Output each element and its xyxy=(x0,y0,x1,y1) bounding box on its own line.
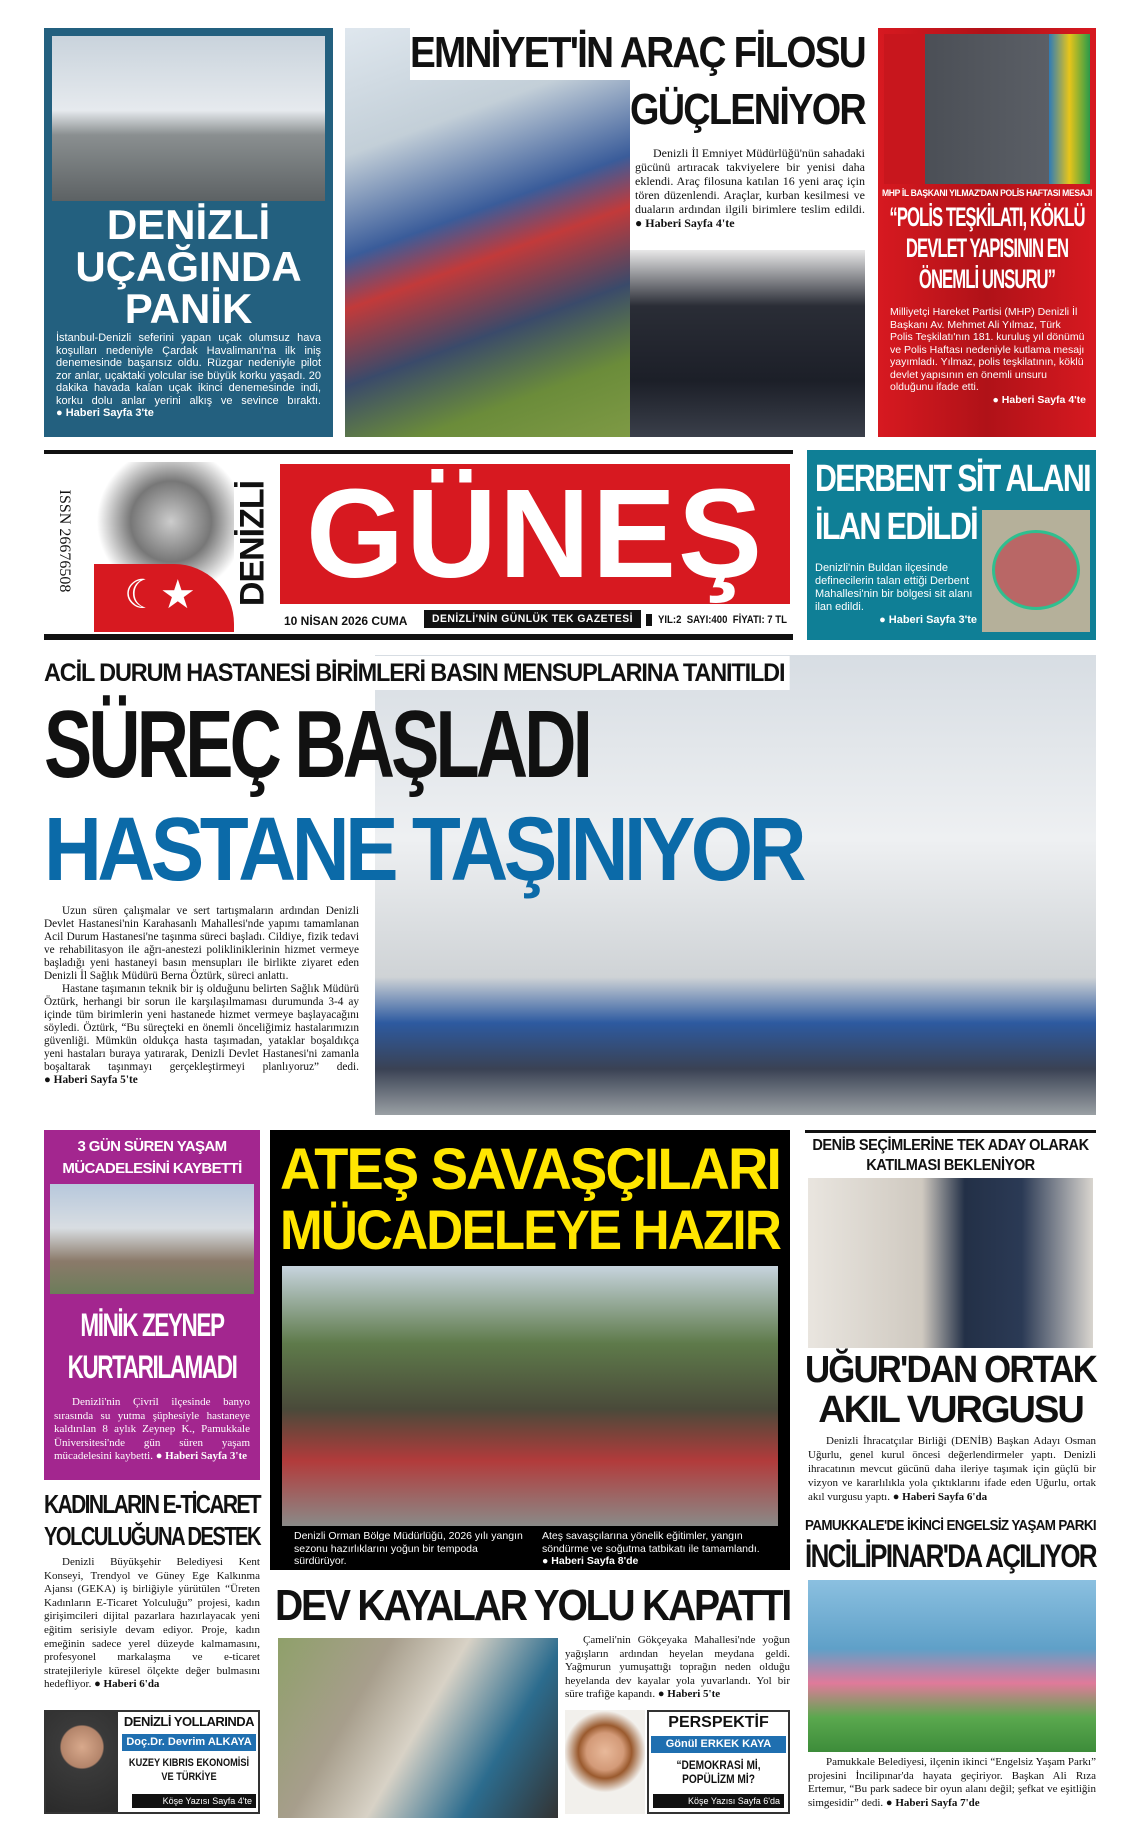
denib-kicker: DENİB SEÇİMLERİNE TEK ADAY OLARAK KATILMASI BEKLENİYOR xyxy=(812,1137,1089,1174)
police-body: Denizli İl Emniyet Müdürlüğü'nün sahadaki gücünü artıracak takviyelere bir yenisi daha eklendi. Araç filosuna katılan 16 yeni araç için tören düzenlendi. Araçlar, kurban kesilmesi ve duaların ardından ilgili birimlere teslim edildi. ● Haberi Sayfa 4'te xyxy=(635,146,865,230)
crescent-star-icon: ☾★ xyxy=(124,573,196,617)
plane-photo xyxy=(52,36,325,201)
hospital-kicker-text: ACİL DURUM HASTANESİ BİRİMLERİ BASIN MENSUPLARINA TANITILDI xyxy=(44,656,790,690)
zeynep-headline: MİNİK ZEYNEP KURTARILAMADI xyxy=(67,1307,237,1385)
park-body: Pamukkale Belediyesi, ilçenin ikinci “Engelsiz Yaşam Parkı” projesini İncilipınar'da hayata geçiriyor. Başkan Ali Rıza Ertemur, “Bu park sadece bir oyun alanı değil; şefkat ve eşitliğin simgesidir” dedi. ● Haberi Sayfa 7'de xyxy=(808,1756,1096,1810)
mhp-headline: “POLİS TEŞKİLATI, KÖKLÜ DEVLET YAPISININ EN ÖNEMLİ UNSURU” xyxy=(889,202,1085,294)
column-author-text: Doç.Dr. Devrim ALKAYA xyxy=(126,1736,252,1748)
park-headline xyxy=(805,1536,1096,1576)
author-photo-kaya xyxy=(565,1710,645,1814)
ecommerce-headline-2 xyxy=(44,1520,260,1552)
story-fire xyxy=(270,1130,790,1570)
police-headline-1-text: EMNİYET'İN ARAÇ FİLOSU xyxy=(410,28,865,77)
author-photo-alkaya xyxy=(46,1712,118,1812)
hospital-headline-2 xyxy=(44,800,802,900)
hospital-kicker xyxy=(44,656,790,690)
ecommerce-headline-1-text: KADINLARIN E-TİCARET xyxy=(44,1489,260,1519)
hospital-headline-1-text: SÜREÇ BAŞLADI xyxy=(44,691,589,798)
zeynep-body: Denizli'nin Çivril ilçesinde banyo sırasında su yutma şüphesiyle hastaneye kaldırılan 8 aylık Zeynep K., Pamukkale Üniversitesi'nde gün süren yaşam mücadelesini kaybetti. ● Haberi Sayfa 3'te xyxy=(54,1396,250,1464)
column-author-text: Gönül ERKEK KAYA xyxy=(665,1738,772,1750)
fire-body-2: Ateş savaşçılarına yönelik eğitimler, yangın söndürme ve soğutma tatbikatı ile tamamlandı. ● Haberi Sayfa 8'de xyxy=(542,1530,778,1568)
slogan xyxy=(424,610,641,628)
denib-kicker-box xyxy=(805,1130,1096,1176)
fire-headline-2-text: MÜCADELEYE HAZIR xyxy=(280,1198,780,1261)
police-cars-photo xyxy=(345,28,630,437)
hospital-body: Uzun süren çalışmalar ve sert tartışmaların ardından Denizli Devlet Hastanesi'nin Karahasanlı Mahallesi'nde yapımı tamamlanan Acil Durum Hastanesi'ne taşınma süreci başladı. Cildiye, fizik tedavi ve rehabilitasyon ile ağrı-anestezi polikliniklerinin hizmet vermeye başladığı yeni hastaneyi basın mensupları ile birlikte ziyaret eden Denizli İl Sağlık Müdürü Berna Öztürk, süreci anlattı. Hastane taşımanın teknik bir iş olduğunu belirten Sağlık Müdürü Öztürk, herhangi bir sorun ile karşılaşılmaması durumunda 3-4 ay içinde tüm birimlerin yeni hastanede hizmet vermeye başlayacağını söyledi. Öztürk, “Bu süreçteki en önemli önceliğimiz hastalarımızın güvenliği. Mümkün oldukça hasta taşımadan, yataklar boşaldıkça yeni hastaları buraya yatırarak, Denizli Devlet Hastanesi'ni zamanla boşaltarak taşınmayı gerçekleştirmeyi planlıyoruz” dedi. ● Haberi Sayfa 5'te xyxy=(44,905,359,1087)
denib-body: Denizli İhracatçılar Birliği (DENİB) Başkan Adayı Osman Uğurlu, genel kurul öncesi değerlendirmeler yaptı. Denizli ihracatının mevcut gücünü daha ileriye taşımak için güçlü bir vizyon ve kararlılıkla yola çıktıklarını ifade eden Uğurlu, ortak akıl vurgusu yaptı. ● Haberi Sayfa 6'da xyxy=(808,1434,1096,1504)
column-section-text: DENİZLİ YOLLARINDA xyxy=(123,1714,255,1729)
column-author xyxy=(651,1736,786,1753)
ecommerce-headline-2-text: YOLCULUĞUNA DESTEK xyxy=(44,1521,260,1551)
ecommerce-headline-1 xyxy=(44,1488,260,1520)
fire-headline-1-text: ATEŞ SAVAŞÇILARI xyxy=(280,1137,780,1202)
story-derbent xyxy=(807,450,1096,640)
mhp-kicker-text: MHP İL BAŞKANI YILMAZ'DAN POLİS HAFTASI MESAJI xyxy=(882,188,1092,199)
mhp-photo xyxy=(884,34,1090,184)
derbent-headline-2-text: İLAN EDİLDİ xyxy=(815,506,977,548)
hospital-headline-1 xyxy=(44,690,589,800)
zeynep-kicker: 3 GÜN SÜREN YAŞAM MÜCADELESİNİ KAYBETTİ xyxy=(62,1138,242,1177)
story-zeynep xyxy=(44,1130,260,1480)
police-ceremony-photo xyxy=(630,250,865,437)
park-kicker-text: PAMUKKALE'DE İKİNCİ ENGELSİZ YAŞAM PARKI xyxy=(805,1517,1096,1534)
denib-photo xyxy=(808,1178,1093,1348)
derbent-body: Denizli'nin Buldan ilçesinde definecilerin talan ettiği Derbent Mahallesi'nin bir bölgesi sit alanı ilan edildi. ● Haberi Sayfa 3'te xyxy=(815,562,977,627)
column-kaya xyxy=(647,1710,790,1814)
fire-headline-1 xyxy=(280,1138,780,1202)
rocks-photo xyxy=(278,1638,558,1818)
story-plane xyxy=(44,28,333,437)
firefighters-photo xyxy=(282,1266,778,1526)
column-section xyxy=(651,1714,786,1732)
masthead xyxy=(44,450,793,640)
hospital-building-photo xyxy=(50,1184,254,1294)
column-ref[interactable]: Köşe Yazısı Sayfa 4'te xyxy=(132,1794,256,1808)
page-ref[interactable]: ● Haberi Sayfa 3'te xyxy=(56,407,154,419)
column-title: KUZEY KIBRIS EKONOMİSİ VE TÜRKİYE xyxy=(128,1757,250,1783)
denib-headline-2 xyxy=(805,1390,1096,1430)
story-mhp xyxy=(878,28,1096,437)
column-ref[interactable]: Köşe Yazısı Sayfa 6'da xyxy=(653,1794,784,1808)
denib-headline-2-text: AKIL VURGUSU xyxy=(818,1389,1083,1431)
issue-info xyxy=(646,614,787,626)
ecommerce-body: Denizli Büyükşehir Belediyesi Kent Konseyi, Trendyol ve Güney Ege Kalkınma Ajansı (GEKA) iş birliğiyle yürütülen “Üreten Kadınların E-Ticaret Yolculuğu” projesi, kadın girişimcileri dijital pazarlara hazırlayacak yeni eğitim serisiyle devam ediyor. Proje, kadın emeğinin sadece yerel düzeyde kalmamasını, profesyonel markalaşma ve e-ticaret stratejileriyle küresel ölçekte değer bulmasını hedefliyor. ● Haberi 6'da xyxy=(44,1556,260,1692)
rocks-headline xyxy=(275,1580,790,1632)
denib-headline-1-text: UĞUR'DAN ORTAK xyxy=(805,1349,1096,1391)
plane-headline: DENİZLİ UÇAĞINDA PANİK xyxy=(75,201,302,332)
issn: ISSN 26676508 xyxy=(56,489,73,593)
derbent-satellite-map xyxy=(982,510,1090,632)
fire-body-1: Denizli Orman Bölge Müdürlüğü, 2026 yılı yangın sezonu hazırlıklarını yoğun bir tempoda sürdürüyor. xyxy=(294,1530,523,1567)
slogan-text: DENİZLİ'NİN GÜNLÜK TEK GAZETESİ xyxy=(432,613,633,625)
police-headline-1 xyxy=(410,28,865,80)
column-alkaya xyxy=(44,1710,260,1814)
column-section xyxy=(120,1714,258,1729)
column-section-text: PERSPEKTİF xyxy=(668,1714,769,1731)
park-kicker xyxy=(805,1516,1096,1536)
derbent-headline-2 xyxy=(815,504,977,550)
police-headline-2-text: GÜÇLENİYOR xyxy=(630,85,865,134)
issue-date: 10 NİSAN 2026 CUMA xyxy=(284,614,408,628)
derbent-headline-1-text: DERBENT SİT ALANI xyxy=(815,458,1090,500)
hospital-headline-2-text: HASTANE TAŞINIYOR xyxy=(44,800,802,900)
city-label: DENİZLİ xyxy=(233,480,272,607)
plane-body: İstanbul-Denizli seferini yapan uçak olumsuz hava koşulları nedeniyle Çardak Havalimanı'na ilk iniş denemesinde başarısız oldu. Rüzgar nedeniyle pilot zor anlar, uçaktaki yolcular ise büyük korku yaşadı. 20 dakika havada kalan uçak ikinci denemesinde indi, korku dolu anlar yerini alkış ve sevince bıraktı. ● Haberi Sayfa 3'te xyxy=(56,332,321,420)
column-title: “DEMOKRASİ Mİ, POPÜLİZM Mİ? xyxy=(676,1758,761,1786)
police-headline-2 xyxy=(630,82,865,138)
mhp-kicker xyxy=(882,188,1092,200)
park-headline-text: İNCİLİPINAR'DA AÇILIYOR xyxy=(805,1538,1096,1574)
mhp-body: Milliyetçi Hareket Partisi (MHP) Denizli İl Başkanı Av. Mehmet Ali Yılmaz, Türk Polis Teşkilatı'nın 181. kuruluş yıl dönümü ve Polis Haftası nedeniyle kutlama mesajı yayımladı. Yılmaz, polis teşkilatının, köklü devlet yapısının en önemli unsuru olduğunu ifade etti. ● Haberi Sayfa 4'te xyxy=(890,306,1086,406)
derbent-headline-1 xyxy=(815,456,1090,502)
rocks-body: Çameli'nin Gökçeyaka Mahallesi'nde yoğun yağışların ardından heyelan meydana geldi. Yağmurun yumuşattığı toprağın neden olduğu heyelanda dev kayalar yola yuvarlandı. Yol bir süre trafiğe kapandı. ● Haberi 5'te xyxy=(565,1634,790,1702)
rocks-headline-text: DEV KAYALAR YOLU KAPATTI xyxy=(275,1581,790,1630)
denib-headline-1 xyxy=(805,1350,1096,1390)
park-rendering xyxy=(808,1580,1096,1752)
column-author xyxy=(122,1734,256,1751)
issue-info-text: YIL:2 SAYI:400 FİYATI: 7 TL xyxy=(658,614,787,626)
newspaper-name: GÜNEŞ xyxy=(280,464,790,604)
fire-headline-2 xyxy=(280,1198,780,1262)
